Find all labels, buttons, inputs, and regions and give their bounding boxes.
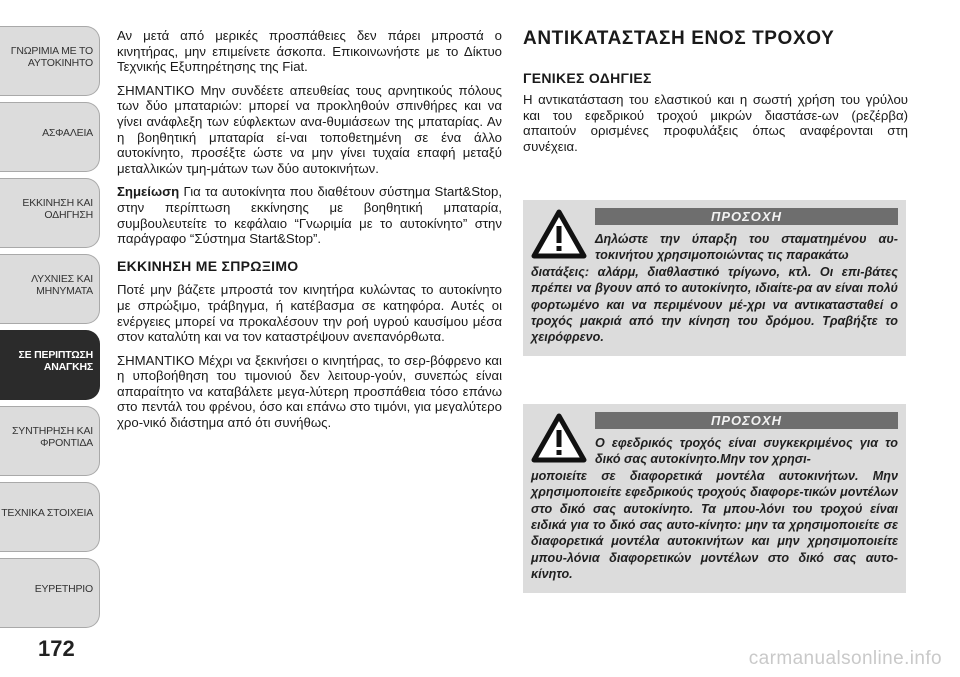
tab-label-line1: ΣΕ ΠΕΡΙΠΤΩΣΗ [18, 349, 93, 361]
tab-label-line1: ΕΥΡΕΤΗΡΙΟ [34, 583, 93, 595]
right-column [523, 28, 908, 154]
paragraph: Αν μετά από μερικές προσπάθειες δεν πάρει μπροστά ο κινητήρας, μην επιμείνετε άσκοπα. Επικοινωνήστε με το Δίκτυο Τεχνικής Εξυπηρέτησης της Fiat. [117, 28, 502, 75]
warning-box [523, 404, 906, 593]
warning-triangle-icon [531, 412, 587, 464]
paragraph: Ποτέ μην βάζετε μπροστά τον κινητήρα κυλώντας το αυτοκίνητο με σπρώξιμο, τράβηγμα, ή κατέβασμα σε κατηφόρα. Αυτές οι ενέργειες μπορεί να προκαλέσουν την ροή υγρού καυσίμου μέσα στον καταλύτη και να τον καταστρέψουν ανεπανόρθωτα. [117, 282, 502, 345]
note-text: Για τα αυτοκίνητα που διαθέτουν σύστημα Start&Stop, στην περίπτωση εκκίνησης με βοηθητική μπαταρία, συμβουλευτείτε το κεφάλαιο “Γνωριμία με το αυτοκίνητο” στην παράγραφο “Σύστημα Start&Stop”. [117, 184, 502, 247]
tab-getting-to-know[interactable] [0, 26, 100, 96]
tab-index[interactable] [0, 558, 100, 628]
note-paragraph [117, 184, 502, 246]
warning-text-first: Δηλώστε την ύπαρξη του σταματημένου αυ-τοκινήτου χρησιμοποιώντας τις παρακάτω [595, 232, 898, 263]
warning-box [523, 200, 906, 356]
page-title: ΑΝΤΙΚΑΤΑΣΤΑΣΗ ΕΝΟΣ ΤΡΟΧΟΥ [523, 28, 835, 49]
watermark: carmanualsonline.info [748, 648, 942, 669]
tab-label-line2: ΑΥΤΟΚΙΝΗΤΟ [27, 57, 93, 69]
warning-text-first: Ο εφεδρικός τροχός είναι συγκεκριμένος για το δικό σας αυτοκίνητο.Μην τον χρησι- [595, 436, 898, 467]
tab-technical-data[interactable] [0, 482, 100, 552]
tab-label-line1: ΓΝΩΡΙΜΙΑ ΜΕ ΤΟ [10, 45, 93, 57]
tab-label-line1: ΑΣΦΑΛΕΙΑ [42, 127, 93, 139]
paragraph: ΣΗΜΑΝΤΙΚΟ Μην συνδέετε απευθείας τους αρνητικούς πόλους των δύο μπαταριών: μπορεί να προκληθούν σπινθήρες και να γίνει ανάφλεξη των εύφλεκτων ανα-θυμιάσεων της μπαταρίας. Αν η βοηθητική μπαταρία εί-ναι τοποθετημένη σε ένα άλλο αυτοκίνητο, προσέξτε ώστε να μην γίνει τυχαία επαφή μεταξύ μεταλλικών τμη-μάτων των δύο αυτοκινήτων. [117, 82, 502, 176]
warning-label: ΠΡΟΣΟΧΗ [595, 412, 898, 429]
note-label: Σημείωση [117, 184, 180, 200]
tab-label-line2: ΑΝΑΓΚΗΣ [43, 361, 93, 373]
tab-label-line2: ΟΔΗΓΗΣΗ [44, 209, 93, 221]
intro-paragraph: Η αντικατάσταση του ελαστικού και η σωστή χρήση του γρύλου και του εφεδρικού τροχού μικρών διαστάσε-ων (ρεζέρβα) απαιτούν ορισμένες προφυλάξεις όπως αναφέρονται στη συνέχεια. [523, 92, 908, 154]
warning-text-rest: διατάξεις: αλάρμ, διαθλαστικό τρίγωνο, κτλ. Οι επι-βάτες πρέπει να βγουν από το αυτοκίνητο, ιδιαίτε-ρα αν είναι πολύ φορτωμένο και να περιμένουν μέ-χρι να αντικατασταθεί ο τροχός μακριά από την κίνηση του δρόμου. Τραβήξτε το χειρόφρενο. [531, 264, 898, 345]
tab-safety[interactable] [0, 102, 100, 172]
tab-label-line1: ΣΥΝΤΗΡΗΣΗ ΚΑΙ [12, 425, 93, 437]
tab-label-line1: ΤΕΧΝΙΚΑ ΣΤΟΙΧΕΙΑ [1, 507, 93, 519]
warning-label: ΠΡΟΣΟΧΗ [595, 208, 898, 225]
section-heading: ΕΚΚΙΝΗΣΗ ΜΕ ΣΠΡΩΞΙΜΟ [117, 257, 299, 274]
paragraph: ΣΗΜΑΝΤΙΚΟ Μέχρι να ξεκινήσει ο κινητήρας, το σερ-βόφρενο και η υποβοήθηση του τιμονιού δεν λειτουρ-γούν, συνεπώς είναι απαραίτητο να καταβάλετε μεγα-λύτερη προσπάθεια τόσο επάνω στο πεντάλ του φρένου, όσο και επάνω στο τιμόνι, για μεγαλύτερο χρο-νικό διάστημα από ότι συνήθως. [117, 352, 502, 431]
tab-label-line1: ΕΚΚΙΝΗΣΗ ΚΑΙ [22, 197, 93, 209]
tab-starting-driving[interactable] [0, 178, 100, 248]
section-subtitle: ΓΕΝΙΚΕΣ ΟΔΗΓΙΕΣ [523, 70, 652, 86]
page-number: 172 [38, 636, 75, 661]
warning-text-rest: μοποιείτε σε διαφορετικά μοντέλα αυτοκινήτων. Μην χρησιμοποιείτε εφεδρικούς τροχούς διαφορε-τικών μοντέλων στο δικό σας αυτοκίνητο. Τα μπου-λόνι του τροχού είναι ειδικά για το δικό σας αυτο-κίνητο: μην τα χρησιμοποιείτε σε διαφορετικά μοντέλα αυτοκινήτων και μην χρησιμοποιείτε μπου-λόνια διαφορετικών μοντέλων στο δικό σας αυτο-κίνητο. [531, 468, 898, 582]
tab-maintenance[interactable] [0, 406, 100, 476]
tab-label-line2: ΦΡΟΝΤΙΔΑ [40, 437, 93, 449]
tab-label-line1: ΛΥΧΝΙΕΣ ΚΑΙ [31, 273, 93, 285]
tab-emergency[interactable] [0, 330, 100, 400]
tab-lights-messages[interactable] [0, 254, 100, 324]
tab-label-line2: ΜΗΝΥΜΑΤΑ [36, 285, 93, 297]
warning-triangle-icon [531, 208, 587, 260]
left-column [117, 28, 502, 439]
